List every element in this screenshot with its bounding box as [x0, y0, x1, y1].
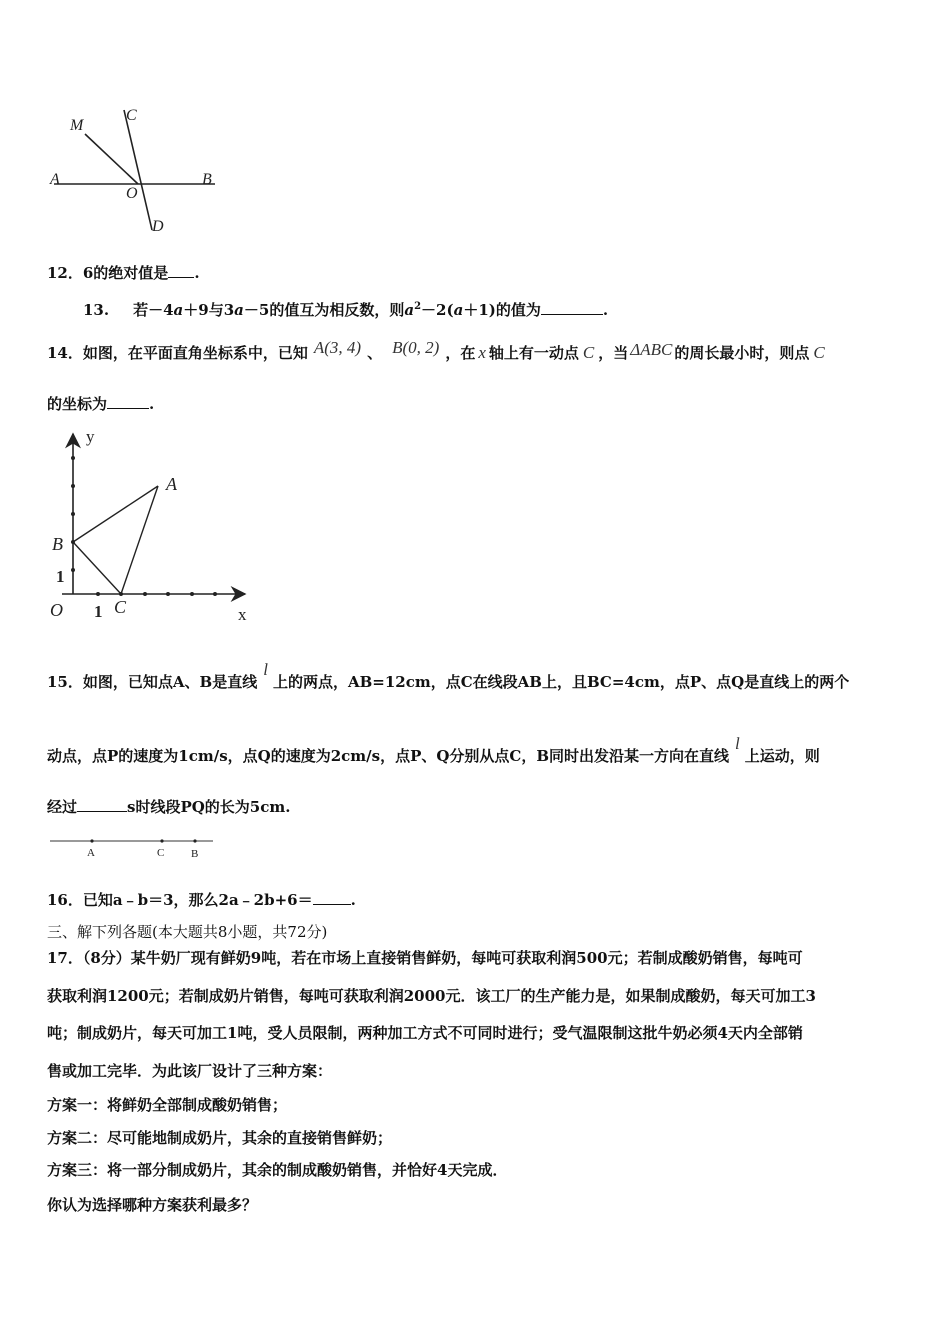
label-C: C — [157, 847, 165, 859]
angle-figure — [40, 100, 230, 240]
answer-blank[interactable] — [77, 796, 127, 812]
label-B: B — [202, 171, 212, 188]
label-one-x: 1 — [94, 602, 103, 621]
question-17-line4: 售或加工完毕．为此该厂设计了三种方案： — [47, 1062, 333, 1080]
label-B: B — [191, 848, 199, 860]
question-15: 15．如图，已知点A、B是直线l上的两点，AB=12cm，点C在线段AB上，且BC=4cm，点P、点Q是直线上的两个 — [47, 660, 850, 691]
question-16: 16．已知a﹣b＝3，那么2a﹣2b+6＝ . — [47, 891, 356, 909]
question-17-line3: 吨；制成奶片，每天可加工1吨，受人员限制，两种加工方式不可同时进行；受气温限制这批牛奶必须4天内全部销 — [47, 1024, 803, 1042]
plan-3: 方案三：将一部分制成奶片，其余的制成酸奶销售，并恰好4天完成． — [47, 1161, 508, 1179]
question-14-cont: 的坐标为 . — [47, 395, 155, 413]
answer-blank[interactable] — [168, 262, 194, 278]
label-C: C — [126, 107, 137, 124]
question-14: 14．如图，在平面直角坐标系中，已知 A(3, 4) 、 B(0, 2) ，在 x 轴上有一动点 C ，当 ΔABC 的周长最小时，则点 C — [47, 338, 825, 362]
label-A: A — [166, 474, 177, 494]
label-y: y — [86, 427, 95, 446]
plan-1: 方案一：将鲜奶全部制成酸奶销售； — [47, 1096, 288, 1114]
question-15-line3: 经过 s时线段PQ的长为5cm. — [47, 798, 291, 816]
label-D: D — [152, 218, 164, 235]
answer-blank[interactable] — [107, 393, 149, 409]
question-17-line2: 获取利润1200元；若制成奶片销售，每吨可获取利润2000元．该工厂的生产能力是，如果制成酸奶，每天可加工3 — [47, 987, 816, 1005]
label-one-y: 1 — [56, 567, 65, 586]
point-A: A(3, 4) — [313, 338, 362, 357]
point-B: B(0, 2) — [392, 338, 440, 357]
label-O: O — [50, 600, 63, 620]
label-B: B — [52, 534, 63, 554]
answer-blank[interactable] — [541, 299, 603, 315]
line-segment-figure — [45, 832, 220, 864]
label-M: M — [70, 117, 84, 134]
plan-2: 方案二：尽可能地制成奶片，其余的直接销售鲜奶； — [47, 1129, 393, 1147]
question-13: 13. 若－4a＋9与3a－5的值互为相反数，则$a^2-2(a+1)$的值为 . — [83, 301, 609, 319]
question-17-ask: 你认为选择哪种方案获利最多？ — [47, 1196, 258, 1214]
label-A: A — [87, 847, 95, 859]
label-x: x — [238, 605, 247, 624]
answer-blank[interactable] — [313, 889, 351, 905]
label-O: O — [126, 185, 138, 202]
question-15-line2: 动点，点P的速度为1cm/s，点Q的速度为2cm/s，点P、Q分别从点C，B同时出发沿某一方向在直线l上运动，则 — [47, 734, 820, 765]
coordinate-figure — [40, 420, 270, 630]
label-A: A — [50, 171, 60, 188]
question-17-line1: 17．（8分）某牛奶厂现有鲜奶9吨，若在市场上直接销售鲜奶，每吨可获取利润500元；若制成酸奶销售，每吨可 — [47, 949, 803, 967]
label-C: C — [114, 597, 127, 617]
question-12: 12．6的绝对值是 . — [47, 264, 200, 282]
section-heading: 三、解下列各题(本大题共8小题，共72分) — [47, 923, 328, 941]
